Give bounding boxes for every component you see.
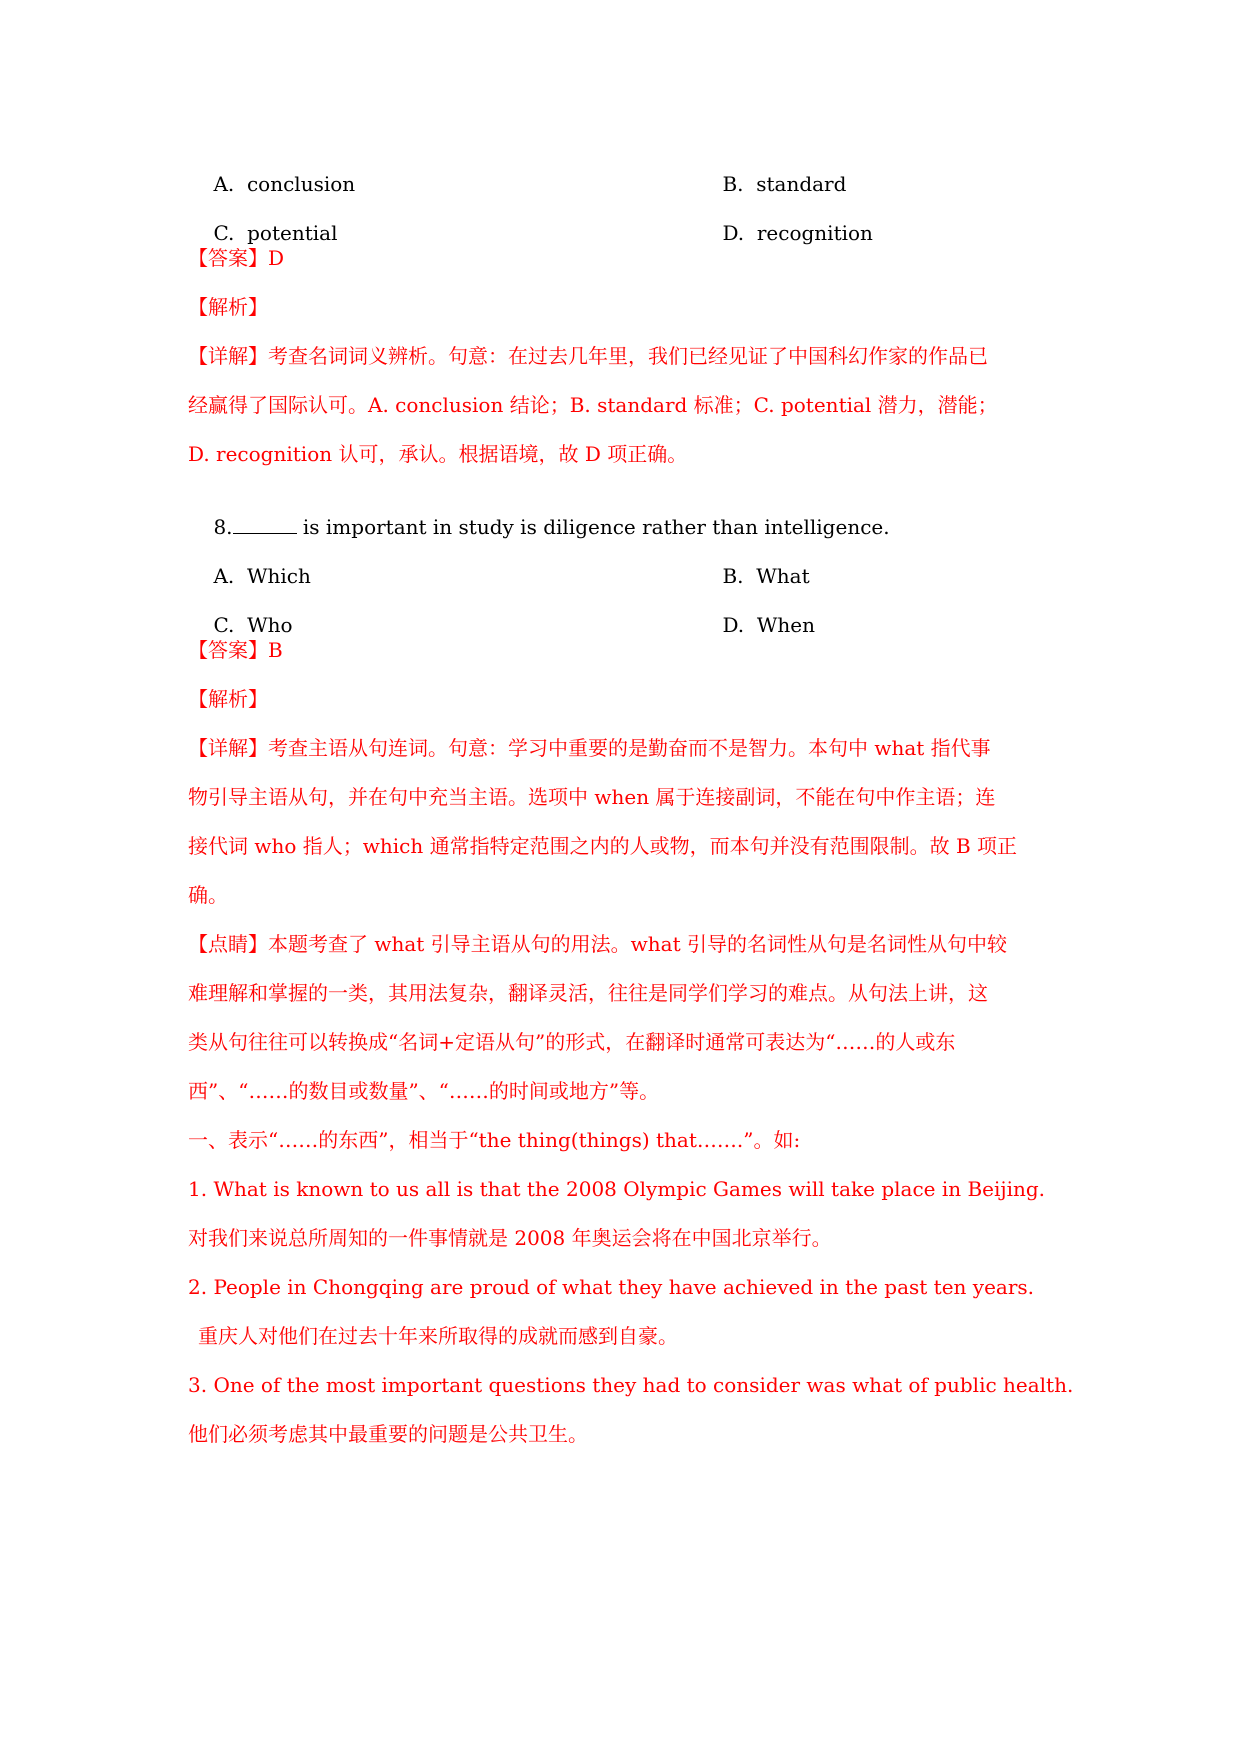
q8-answer: 【答案】B [188,638,283,662]
option-text: potential [247,221,338,245]
example-chinese: 对我们来说总所周知的一件事情就是 2008 年奥运会将在中国北京举行。 [188,1226,832,1250]
option-text: standard [756,172,847,196]
q7-answer: 【答案】D [188,246,285,270]
q8-detail-line: 物引导主语从句，并在句中充当主语。选项中 when 属于连接副词，不能在句中作主语；连 [188,785,996,809]
q8-detail-line: 确。 [188,883,228,907]
q7-option-d [697,197,873,269]
q8-tip-line: 类从句往往可以转换成“名词+定语从句”的形式，在翻译时通常可表达为“……的人或东 [188,1030,956,1054]
example-english: 2. People in Chongqing are proud of what they have achieved in the past ten years. [188,1275,1035,1299]
option-letter: B. [722,564,744,588]
option-letter: D. [722,221,745,245]
q7-analysis-label: 【解析】 [188,295,268,319]
option-text: Who [247,613,293,637]
q8-option-d [697,589,815,661]
option-text: What [756,564,810,588]
option-letter: C. [213,221,235,245]
q8-detail-line: 【详解】考查主语从句连词。句意：学习中重要的是勤奋而不是智力。本句中 what 指代事 [188,736,991,760]
example-chinese: 他们必须考虑其中最重要的问题是公共卫生。 [188,1422,588,1446]
option-letter: D. [722,613,745,637]
section-heading: 一、表示“……的东西”，相当于“the thing(things) that…….”。如: [188,1128,801,1152]
answer-blank [233,515,297,534]
option-text: Which [246,564,311,588]
question-text: is important in study is diligence rather than intelligence. [296,515,890,539]
q8-tip-line: 西”、“……的数目或数量”、“……的时间或地方”等。 [188,1079,660,1103]
option-letter: A. [213,564,235,588]
q8-analysis-label: 【解析】 [188,687,268,711]
q7-detail-line: 经赢得了国际认可。A. conclusion 结论；B. standard 标准；C. potential 潜力，潜能； [188,393,998,417]
q7-detail-line: 【详解】考查名词词义辨析。句意：在过去几年里，我们已经见证了中国科幻作家的作品已 [188,344,988,368]
option-text: conclusion [246,172,356,196]
option-letter: C. [213,613,235,637]
question-number: 8. [213,515,233,539]
example-english: 1. What is known to us all is that the 2008 Olympic Games will take place in Beijing. [188,1177,1046,1201]
option-text: recognition [756,221,873,245]
q8-detail-line: 接代词 who 指人；which 通常指特定范围之内的人或物，而本句并没有范围限制。故 B 项正 [188,834,1018,858]
option-text: When [756,613,815,637]
option-letter: B. [722,172,744,196]
example-english: 3. One of the most important questions they had to consider was what of public health. [188,1373,1074,1397]
example-chinese: 重庆人对他们在过去十年来所取得的成就而感到自豪。 [198,1324,678,1348]
q8-tip-line: 难理解和掌握的一类，其用法复杂，翻译灵活，往往是同学们学习的难点。从句法上讲，这 [188,981,988,1005]
q8-tip-line: 【点睛】本题考查了 what 引导主语从句的用法。what 引导的名词性从句是名词性从句中较 [188,932,1007,956]
option-letter: A. [213,172,235,196]
q7-detail-line: D. recognition 认可，承认。根据语境，故 D 项正确。 [188,442,688,466]
